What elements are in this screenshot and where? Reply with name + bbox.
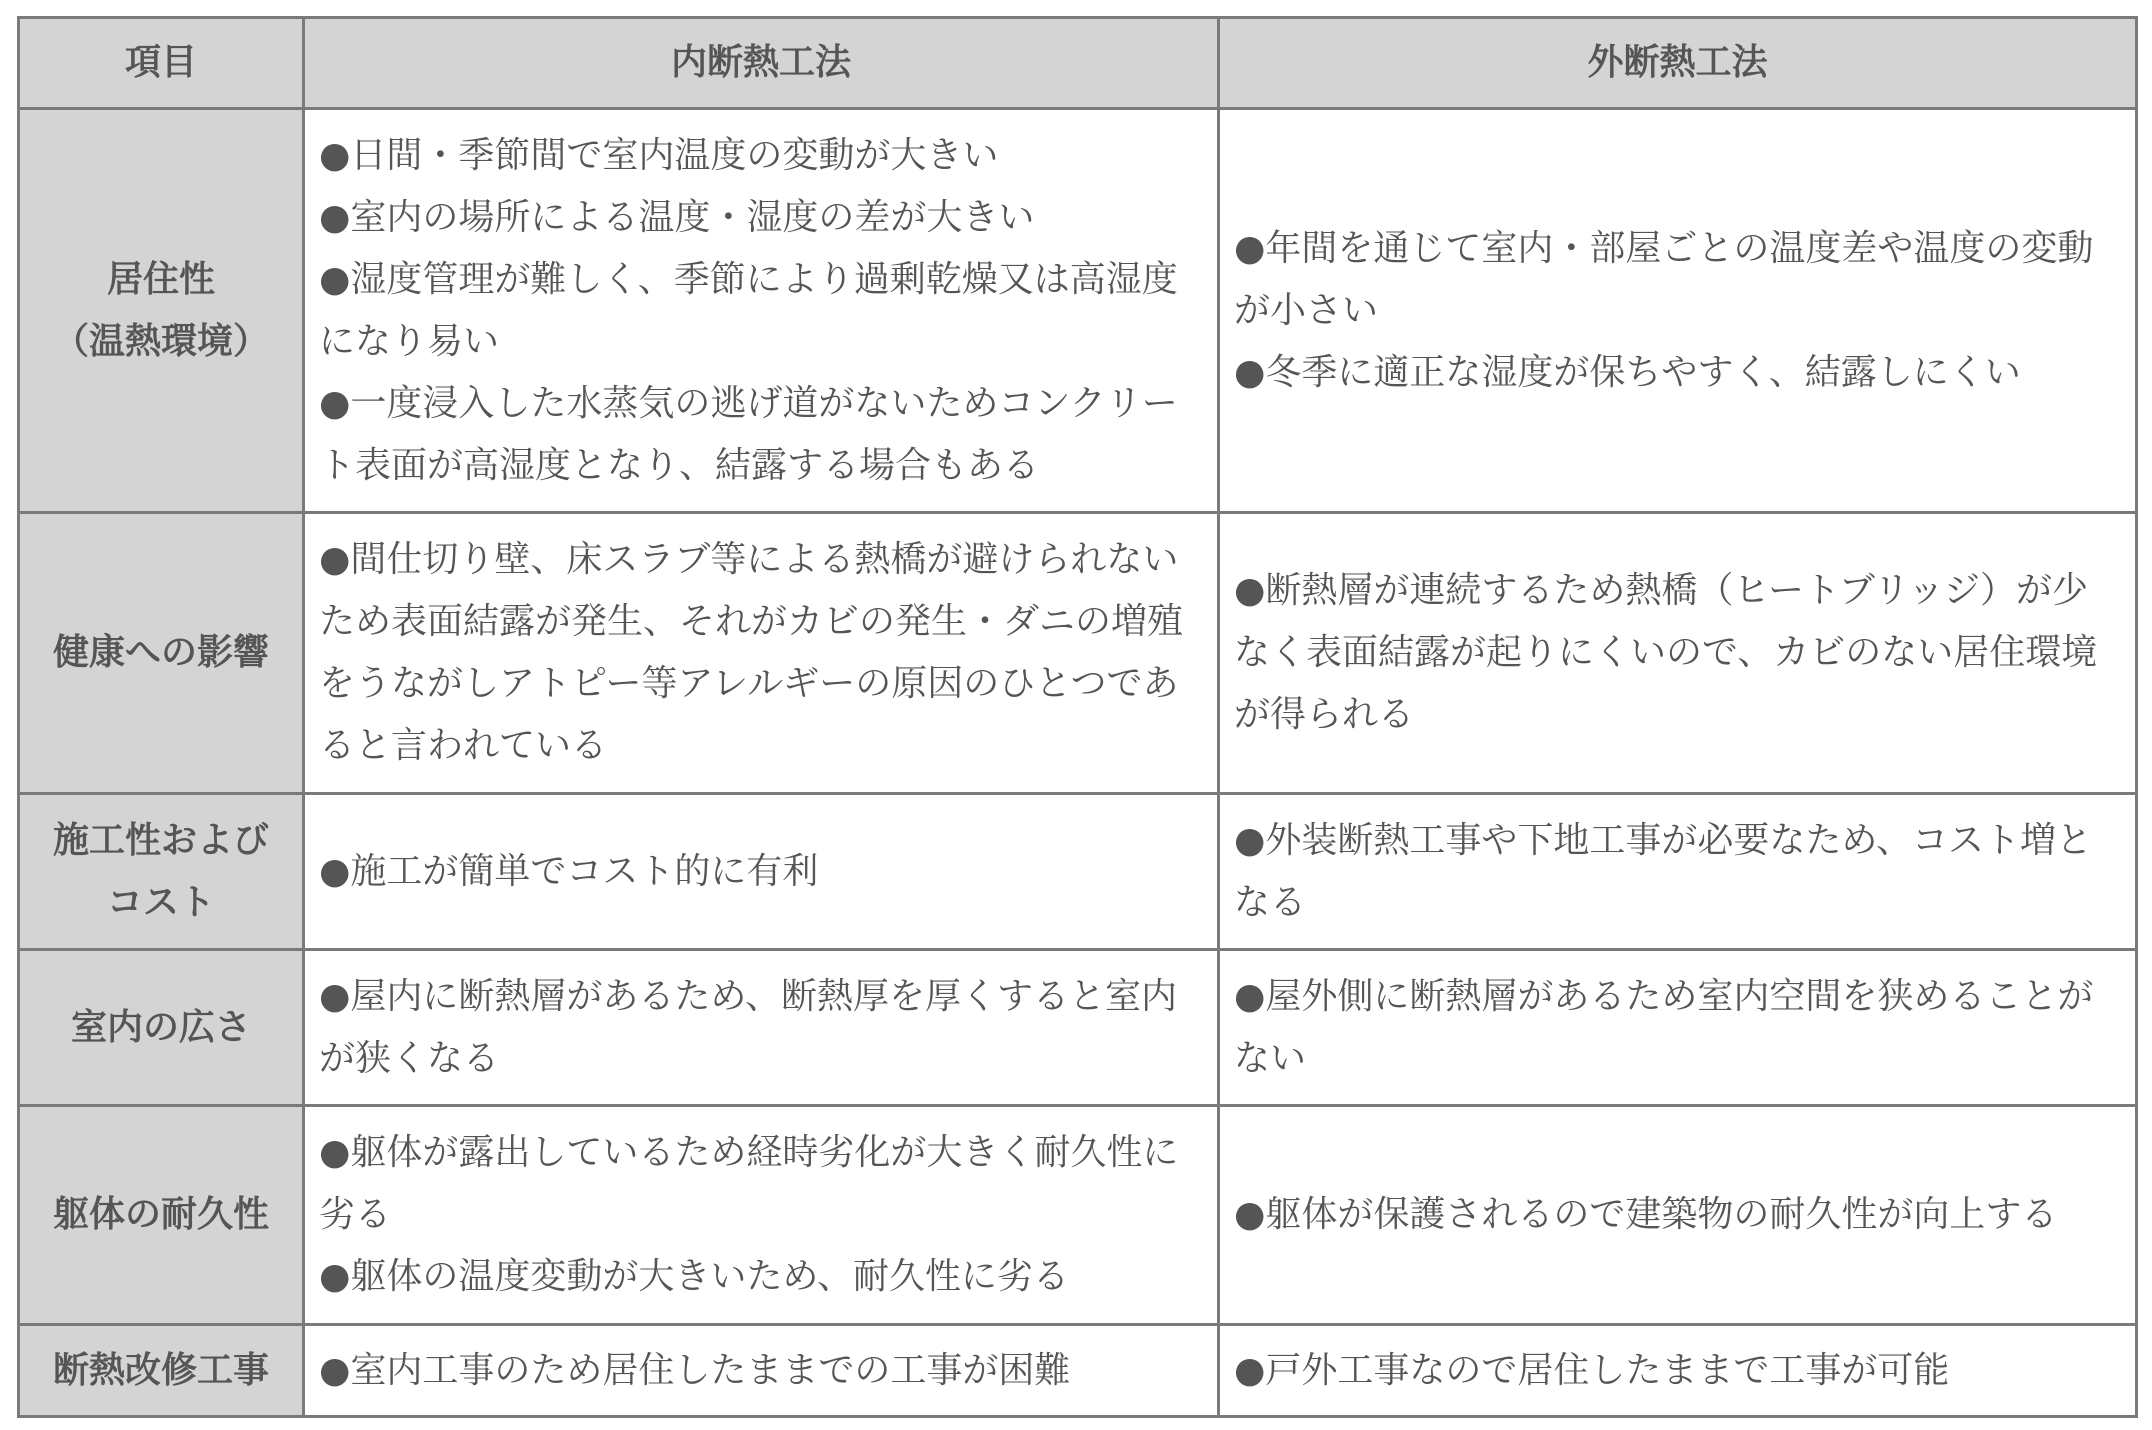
outer-cell — [1219, 950, 2137, 1106]
row-label-line: コスト — [106, 881, 215, 923]
outer-cell — [1219, 1106, 2137, 1325]
bullet-text: ●湿度管理が難しく、季節により過剰乾燥又は高湿度になり易い — [319, 258, 1178, 362]
bullet-text: ●室内の場所による温度・湿度の差が大きい — [319, 196, 1035, 238]
table-row — [19, 950, 2137, 1106]
table-row — [19, 109, 2137, 513]
outer-cell — [1219, 513, 2137, 794]
inner-cell — [304, 513, 1219, 794]
row-label — [19, 1106, 304, 1325]
inner-cell — [304, 950, 1219, 1106]
bullet-text: ●年間を通じて室内・部屋ごとの温度差や温度の変動が小さい — [1234, 227, 2094, 331]
row-label — [19, 109, 304, 513]
bullet-text: ●屋外側に断熱層があるため室内空間を狭めることがない — [1234, 975, 2094, 1079]
row-label — [19, 950, 304, 1106]
row-label-line: 健康への影響 — [52, 632, 269, 673]
row-label-line: 断熱改修工事 — [52, 1349, 269, 1391]
inner-cell — [304, 109, 1219, 513]
bullet-text: ●断熱層が連続するため熱橋（ヒートブリッジ）が少なく表面結露が起りにくいので、カビのない居住環境が得られる — [1234, 570, 2098, 735]
bullet-text: ●一度浸入した水蒸気の逃げ道がないためコンクリート表面が高湿度となり、結露する場合もある — [319, 382, 1178, 486]
bullet-text: ●屋内に断熱層があるため、断熱厚を厚くすると室内が狭くなる — [319, 975, 1177, 1079]
inner-cell — [304, 1325, 1219, 1417]
header-row — [19, 18, 2137, 109]
bullet-text: ●躯体が露出しているため経時劣化が大きく耐久性に劣る — [319, 1132, 1179, 1235]
table-row — [19, 1106, 2137, 1325]
bullet-text: ●施工が簡単でコスト的に有利 — [319, 850, 819, 892]
bullet-text: ●日間・季節間で室内温度の変動が大きい — [319, 134, 999, 176]
row-label-line: 躯体の耐久性 — [52, 1194, 269, 1235]
inner-cell — [304, 1106, 1219, 1325]
outer-cell — [1219, 1325, 2137, 1417]
outer-cell — [1219, 794, 2137, 950]
row-label — [19, 513, 304, 794]
table-row — [19, 1325, 2137, 1417]
row-label-line: （温熱環境） — [52, 320, 269, 362]
header-item: 項目 — [19, 18, 304, 109]
outer-cell — [1219, 109, 2137, 513]
row-label-line: 室内の広さ — [70, 1006, 251, 1048]
inner-cell — [304, 794, 1219, 950]
row-label — [19, 794, 304, 950]
bullet-text: ●室内工事のため居住したままでの工事が困難 — [319, 1349, 1071, 1391]
bullet-text: ●外装断熱工事や下地工事が必要なため、コスト増となる — [1234, 819, 2092, 923]
row-label — [19, 1325, 304, 1417]
table-row — [19, 794, 2137, 950]
row-label-line: 居住性 — [106, 258, 215, 300]
bullet-text: ●冬季に適正な湿度が保ちやすく、結露しにくい — [1234, 351, 2021, 393]
comparison-table — [17, 16, 2138, 1418]
header-inner-insulation: 内断熱工法 — [304, 18, 1219, 109]
bullet-text: ●間仕切り壁、床スラブ等による熱橋が避けられないため表面結露が発生、それがカビの発生・ダニの増殖をうながしアトピー等アレルギーの原因のひとつであると言われている — [319, 539, 1184, 766]
bullet-text: ●躯体が保護されるので建築物の耐久性が向上する — [1234, 1194, 2058, 1235]
header-outer-insulation: 外断熱工法 — [1219, 18, 2137, 109]
bullet-text: ●躯体の温度変動が大きいため、耐久性に劣る — [319, 1256, 1069, 1297]
bullet-text: ●戸外工事なので居住したままで工事が可能 — [1234, 1349, 1950, 1391]
row-label-line: 施工性および — [52, 819, 269, 861]
table-row — [19, 513, 2137, 794]
